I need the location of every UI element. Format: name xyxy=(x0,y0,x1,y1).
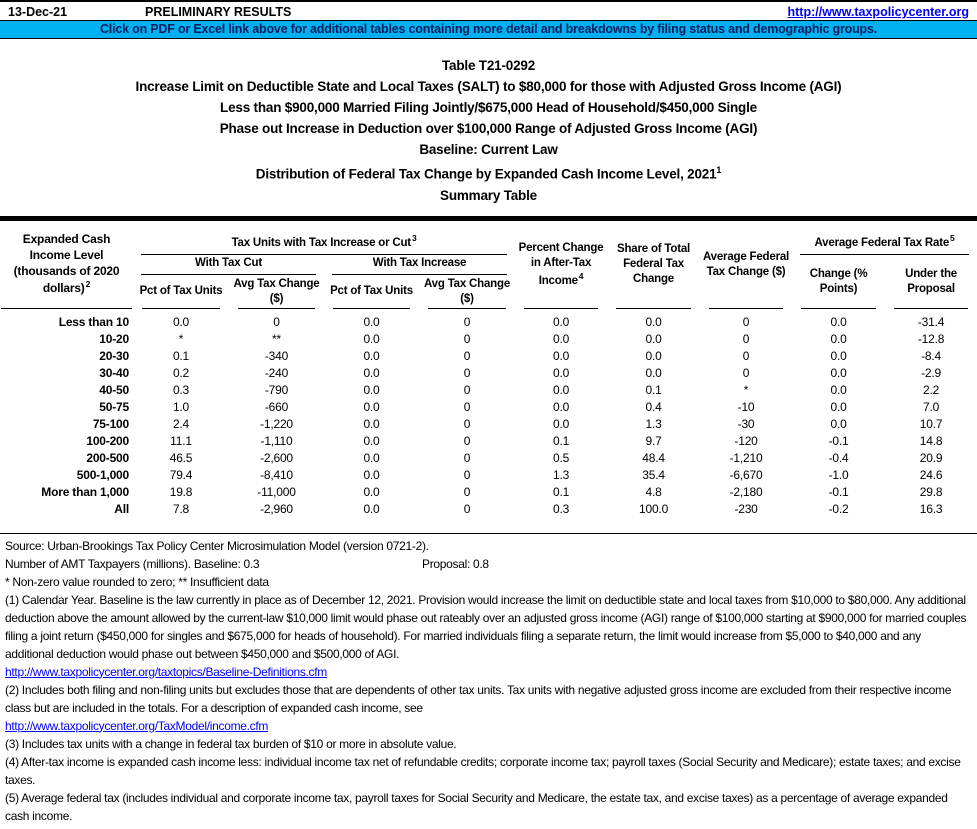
taxpolicycenter-link[interactable]: http://www.taxpolicycenter.org xyxy=(787,5,969,19)
data-cell: 0.0 xyxy=(363,315,380,329)
data-cell: 0.0 xyxy=(552,332,570,346)
footnote-line: (5) Average federal tax (includes individual and corporate income tax, payroll taxes for Social Security and Medicare, the estate tax, and excise taxes) as a percentage of average expanded cash income. xyxy=(5,790,948,823)
data-cell: 0 xyxy=(463,502,471,516)
data-cell: 0.3 xyxy=(552,502,570,516)
data-cell: -0.1 xyxy=(828,434,849,448)
table-row xyxy=(0,365,977,382)
data-cell: 0 xyxy=(742,366,750,380)
title-line: Summary Table xyxy=(440,187,537,203)
data-cell: 0.0 xyxy=(645,349,662,363)
col-group-with-tax-increase: With Tax Increase xyxy=(324,255,515,275)
data-cell: 0 xyxy=(463,434,471,448)
data-cell: 0.0 xyxy=(363,468,380,482)
data-cell: 1.3 xyxy=(645,417,662,431)
data-cell: 0 xyxy=(463,349,471,363)
data-cell: 16.3 xyxy=(919,502,943,516)
data-cell: -240 xyxy=(264,366,289,380)
data-cell: 0 xyxy=(273,315,280,329)
income-level-cell: All xyxy=(114,502,129,516)
data-cell: -1,220 xyxy=(260,417,293,431)
col-group-avg-fed-tax-rate-text: Average Federal Tax Rate xyxy=(814,236,950,249)
data-cell: 0.2 xyxy=(172,366,190,380)
data-cell: 2.4 xyxy=(172,417,190,431)
data-cell: 0.0 xyxy=(830,417,847,431)
data-cell: 1.0 xyxy=(172,400,190,414)
title-line: Table T21-0292 xyxy=(442,58,535,73)
data-cell: 0.0 xyxy=(552,315,570,329)
income-level-cell: 50-75 xyxy=(99,400,129,414)
data-cell: 0.0 xyxy=(830,349,847,363)
footnote-line: (1) Calendar Year. Baseline is the law currently in place as of December 12, 2021. Provision would increase the limit on deductible state and local taxes from $10,000 to $80,000. Any additional deduction above the amount allowed by the current-law $10,000 limit would phase out rateably over an adjusted gross income (AGI) range of $100,000 starting at $900,000 for married couples filing a joint return ($450,000 for singles and $675,000 for heads of household). For married individuals filing a separate return, the limit would increase from $5,000 to $40,000 and any additional deduction would phase out between $450,000 and $500,000 of AGI. xyxy=(5,592,967,661)
data-cell: -340 xyxy=(264,349,289,363)
data-cell: ** xyxy=(272,332,281,346)
report-date: 13-Dec-21 xyxy=(8,5,68,19)
data-cell: 0.0 xyxy=(645,366,662,380)
data-cell: 24.6 xyxy=(919,468,943,482)
data-cell: 0 xyxy=(463,468,471,482)
data-cell: * xyxy=(743,383,749,397)
footnote-line: (3) Includes tax units with a change in federal tax burden of $10 or more in absolute value. xyxy=(5,736,457,751)
title-line: Less than $900,000 Married Filing Jointly/$675,000 Head of Household/$450,000 Single xyxy=(220,100,757,115)
data-cell: 48.4 xyxy=(642,451,665,465)
income-level-cell: 200-500 xyxy=(86,451,129,465)
data-cell: 0.4 xyxy=(645,400,662,414)
data-cell: -12.8 xyxy=(917,332,945,346)
footnote-line: * Non-zero value rounded to zero; ** Insufficient data xyxy=(5,574,269,589)
data-cell: -2.9 xyxy=(921,366,941,380)
footnote-line: Source: Urban-Brookings Tax Policy Center Microsimulation Model (version 0721-2). xyxy=(5,538,429,553)
table-row xyxy=(0,450,977,467)
table-row xyxy=(0,309,977,331)
footnote-line: (4) After-tax income is expanded cash income less: individual income tax net of refundable credits; corporate income tax; payroll taxes (Social Security and Medicare); estate taxes; and excise taxes. xyxy=(5,754,961,787)
data-cell: -1.0 xyxy=(828,468,849,482)
col-group-avg-fed-tax-rate xyxy=(792,221,977,255)
data-cell: 0.0 xyxy=(552,400,570,414)
amt-proposal-text: Proposal: 0.8 xyxy=(422,556,489,571)
footnote-link-line xyxy=(5,663,971,681)
data-cell: 0.0 xyxy=(552,366,570,380)
amt-baseline-text: Number of AMT Taxpayers (millions). Baseline: 0.3 xyxy=(5,556,260,571)
footnote-link[interactable]: http://www.taxpolicycenter.org/taxtopics/Baseline-Definitions.cfm xyxy=(5,664,327,679)
data-cell: -660 xyxy=(264,400,289,414)
income-level-cell: 30-40 xyxy=(99,366,129,380)
income-level-cell: 20-30 xyxy=(99,349,129,363)
income-level-cell: 40-50 xyxy=(99,383,129,397)
data-cell: 0.0 xyxy=(645,315,662,329)
data-cell: 7.8 xyxy=(172,502,190,516)
table-row xyxy=(0,467,977,484)
data-cell: 0.0 xyxy=(830,383,847,397)
data-cell: 0.1 xyxy=(552,485,570,499)
data-cell: -0.1 xyxy=(828,485,849,499)
data-cell: 0.0 xyxy=(363,349,380,363)
title-line: Increase Limit on Deductible State and Local Taxes (SALT) to $80,000 for those with Adjusted Gross Income (AGI) xyxy=(135,79,842,94)
superscript: 1 xyxy=(716,165,722,175)
col-header-avg-change-increase: Avg Tax Change ($) xyxy=(419,275,515,309)
preliminary-results-label: PRELIMINARY RESULTS xyxy=(145,5,292,19)
footnote-link[interactable]: http://www.taxpolicycenter.org/TaxModel/income.cfm xyxy=(5,718,269,733)
footnote-line: (2) Includes both filing and non-filing units but excludes those that are dependents of other tax units. Tax units with negative adjusted gross income are excluded from their respective income class but are included in the totals. For a description of expanded cash income, see xyxy=(5,682,952,715)
data-cell: -11,000 xyxy=(257,485,296,499)
data-cell: 7.0 xyxy=(922,400,940,414)
data-cell: 79.4 xyxy=(169,468,193,482)
data-cell: 0.0 xyxy=(363,485,380,499)
data-cell: * xyxy=(178,332,184,346)
data-cell: 0 xyxy=(463,417,471,431)
table-row xyxy=(0,348,977,365)
data-cell: -8.4 xyxy=(921,349,941,363)
top-header-row xyxy=(0,2,977,20)
col-header-pct-change-text: Percent Change in After-Tax Income xyxy=(518,241,604,287)
table-row xyxy=(0,331,977,348)
data-cell: 0.0 xyxy=(172,315,190,329)
data-cell: -2,180 xyxy=(729,485,763,499)
title-block xyxy=(0,55,977,206)
info-banner-text: Click on PDF or Excel link above for additional tables containing more detail and breakdowns by filing status and demographic groups. xyxy=(99,22,877,36)
data-cell: 29.8 xyxy=(919,485,943,499)
col-header-income-level xyxy=(0,221,133,309)
data-cell: 14.8 xyxy=(919,434,943,448)
data-cell: 0.1 xyxy=(172,349,190,363)
data-cell: 0 xyxy=(742,315,750,329)
data-cell: 0 xyxy=(742,349,750,363)
data-cell: 0.0 xyxy=(363,451,380,465)
data-cell: 0.0 xyxy=(830,332,847,346)
data-cell: 0 xyxy=(463,366,471,380)
data-cell: 0 xyxy=(463,332,471,346)
data-cell: -31.4 xyxy=(917,315,945,329)
col-header-pct-change-after-tax-income xyxy=(515,221,607,309)
table-row xyxy=(0,433,977,450)
data-cell: 0.0 xyxy=(552,349,570,363)
data-cell: 0 xyxy=(463,400,471,414)
title-line: Baseline: Current Law xyxy=(419,142,558,157)
col-group-tax-units-text: Tax Units with Tax Increase or Cut xyxy=(231,236,411,249)
income-level-cell: 75-100 xyxy=(92,417,129,431)
data-cell: 0.0 xyxy=(552,417,570,431)
col-header-change-pct-points: Change (% Points) xyxy=(792,255,885,309)
table-row xyxy=(0,501,977,518)
data-cell: 0 xyxy=(463,315,471,329)
title-line: Distribution of Federal Tax Change by Expanded Cash Income Level, 2021$^1$ xyxy=(255,165,722,182)
col-header-avg-fed-change: Average Federal Tax Change ($) xyxy=(700,221,792,309)
data-cell: 0.0 xyxy=(363,417,380,431)
table-row xyxy=(0,416,977,433)
data-cell: 0.3 xyxy=(172,383,190,397)
col-group-with-tax-cut: With Tax Cut xyxy=(133,255,324,275)
superscript: 2 xyxy=(85,279,91,290)
col-header-pct-units-increase: Pct of Tax Units xyxy=(324,275,419,309)
data-cell: 0.0 xyxy=(363,400,380,414)
footnotes xyxy=(0,534,977,825)
data-cell: 0.1 xyxy=(552,434,570,448)
data-cell: 46.5 xyxy=(169,451,193,465)
income-level-cell: 500-1,000 xyxy=(76,468,129,482)
table-body xyxy=(0,309,977,518)
summary-table xyxy=(0,221,977,518)
data-cell: -230 xyxy=(734,502,758,516)
data-cell: 0.1 xyxy=(645,383,662,397)
data-cell: 0.0 xyxy=(552,383,570,397)
data-cell: -0.2 xyxy=(828,502,849,516)
data-cell: 0 xyxy=(463,383,471,397)
data-cell: 100.0 xyxy=(639,502,669,516)
data-cell: -6,670 xyxy=(729,468,763,482)
data-cell: -1,210 xyxy=(729,451,763,465)
data-cell: 10.7 xyxy=(919,417,943,431)
table-row xyxy=(0,399,977,416)
title-line: Phase out Increase in Deduction over $100,000 Range of Adjusted Gross Income (AGI) xyxy=(219,121,758,136)
data-cell: 9.7 xyxy=(645,434,662,448)
data-cell: -2,600 xyxy=(260,451,293,465)
data-cell: 0.0 xyxy=(363,383,380,397)
data-cell: 0.0 xyxy=(363,502,380,516)
data-cell: 0.0 xyxy=(830,315,847,329)
footnote-link-line xyxy=(5,717,971,735)
table-header xyxy=(0,221,977,309)
table-row xyxy=(0,484,977,501)
data-cell: 0.0 xyxy=(363,434,380,448)
col-group-tax-units xyxy=(133,221,515,255)
data-cell: 19.8 xyxy=(169,485,193,499)
data-cell: 11.1 xyxy=(170,434,192,448)
col-header-income-level-text: Expanded Cash Income Level (thousands of 2020 dollars) xyxy=(13,232,120,296)
data-cell: -2,960 xyxy=(260,502,293,516)
data-cell: 0.0 xyxy=(645,332,662,346)
data-cell: 0.5 xyxy=(552,451,570,465)
data-cell: 35.4 xyxy=(642,468,665,482)
data-cell: -790 xyxy=(264,383,289,397)
superscript: 5 xyxy=(950,232,955,243)
data-cell: 0.0 xyxy=(363,366,380,380)
data-cell: -10 xyxy=(737,400,755,414)
info-banner xyxy=(0,20,977,39)
data-cell: 2.2 xyxy=(922,383,940,397)
table-row xyxy=(0,382,977,399)
data-cell: -120 xyxy=(734,434,758,448)
data-cell: -1,110 xyxy=(260,434,293,448)
superscript: 4 xyxy=(578,270,584,281)
superscript: 3 xyxy=(411,232,417,243)
income-level-cell: 100-200 xyxy=(86,434,129,448)
data-cell: 0.0 xyxy=(830,366,847,380)
income-level-cell: 10-20 xyxy=(99,332,129,346)
data-cell: 0 xyxy=(742,332,750,346)
data-cell: 20.9 xyxy=(919,451,943,465)
amt-taxpayers-line xyxy=(5,555,971,573)
income-level-cell: More than 1,000 xyxy=(41,485,129,499)
data-cell: 1.3 xyxy=(552,468,570,482)
income-level-cell: Less than 10 xyxy=(58,315,129,329)
data-cell: -30 xyxy=(737,417,755,431)
data-cell: 0 xyxy=(463,451,471,465)
data-cell: 4.8 xyxy=(645,485,662,499)
data-cell: -0.4 xyxy=(828,451,849,465)
data-cell: 0 xyxy=(463,485,471,499)
data-cell: 0.0 xyxy=(363,332,380,346)
col-header-pct-units-cut: Pct of Tax Units xyxy=(133,275,229,309)
col-header-avg-change-cut: Avg Tax Change ($) xyxy=(229,275,324,309)
col-header-under-proposal: Under the Proposal xyxy=(885,255,977,309)
data-cell: 0.0 xyxy=(830,400,847,414)
col-header-share-total: Share of Total Federal Tax Change xyxy=(607,221,700,309)
data-cell: -8,410 xyxy=(260,468,293,482)
